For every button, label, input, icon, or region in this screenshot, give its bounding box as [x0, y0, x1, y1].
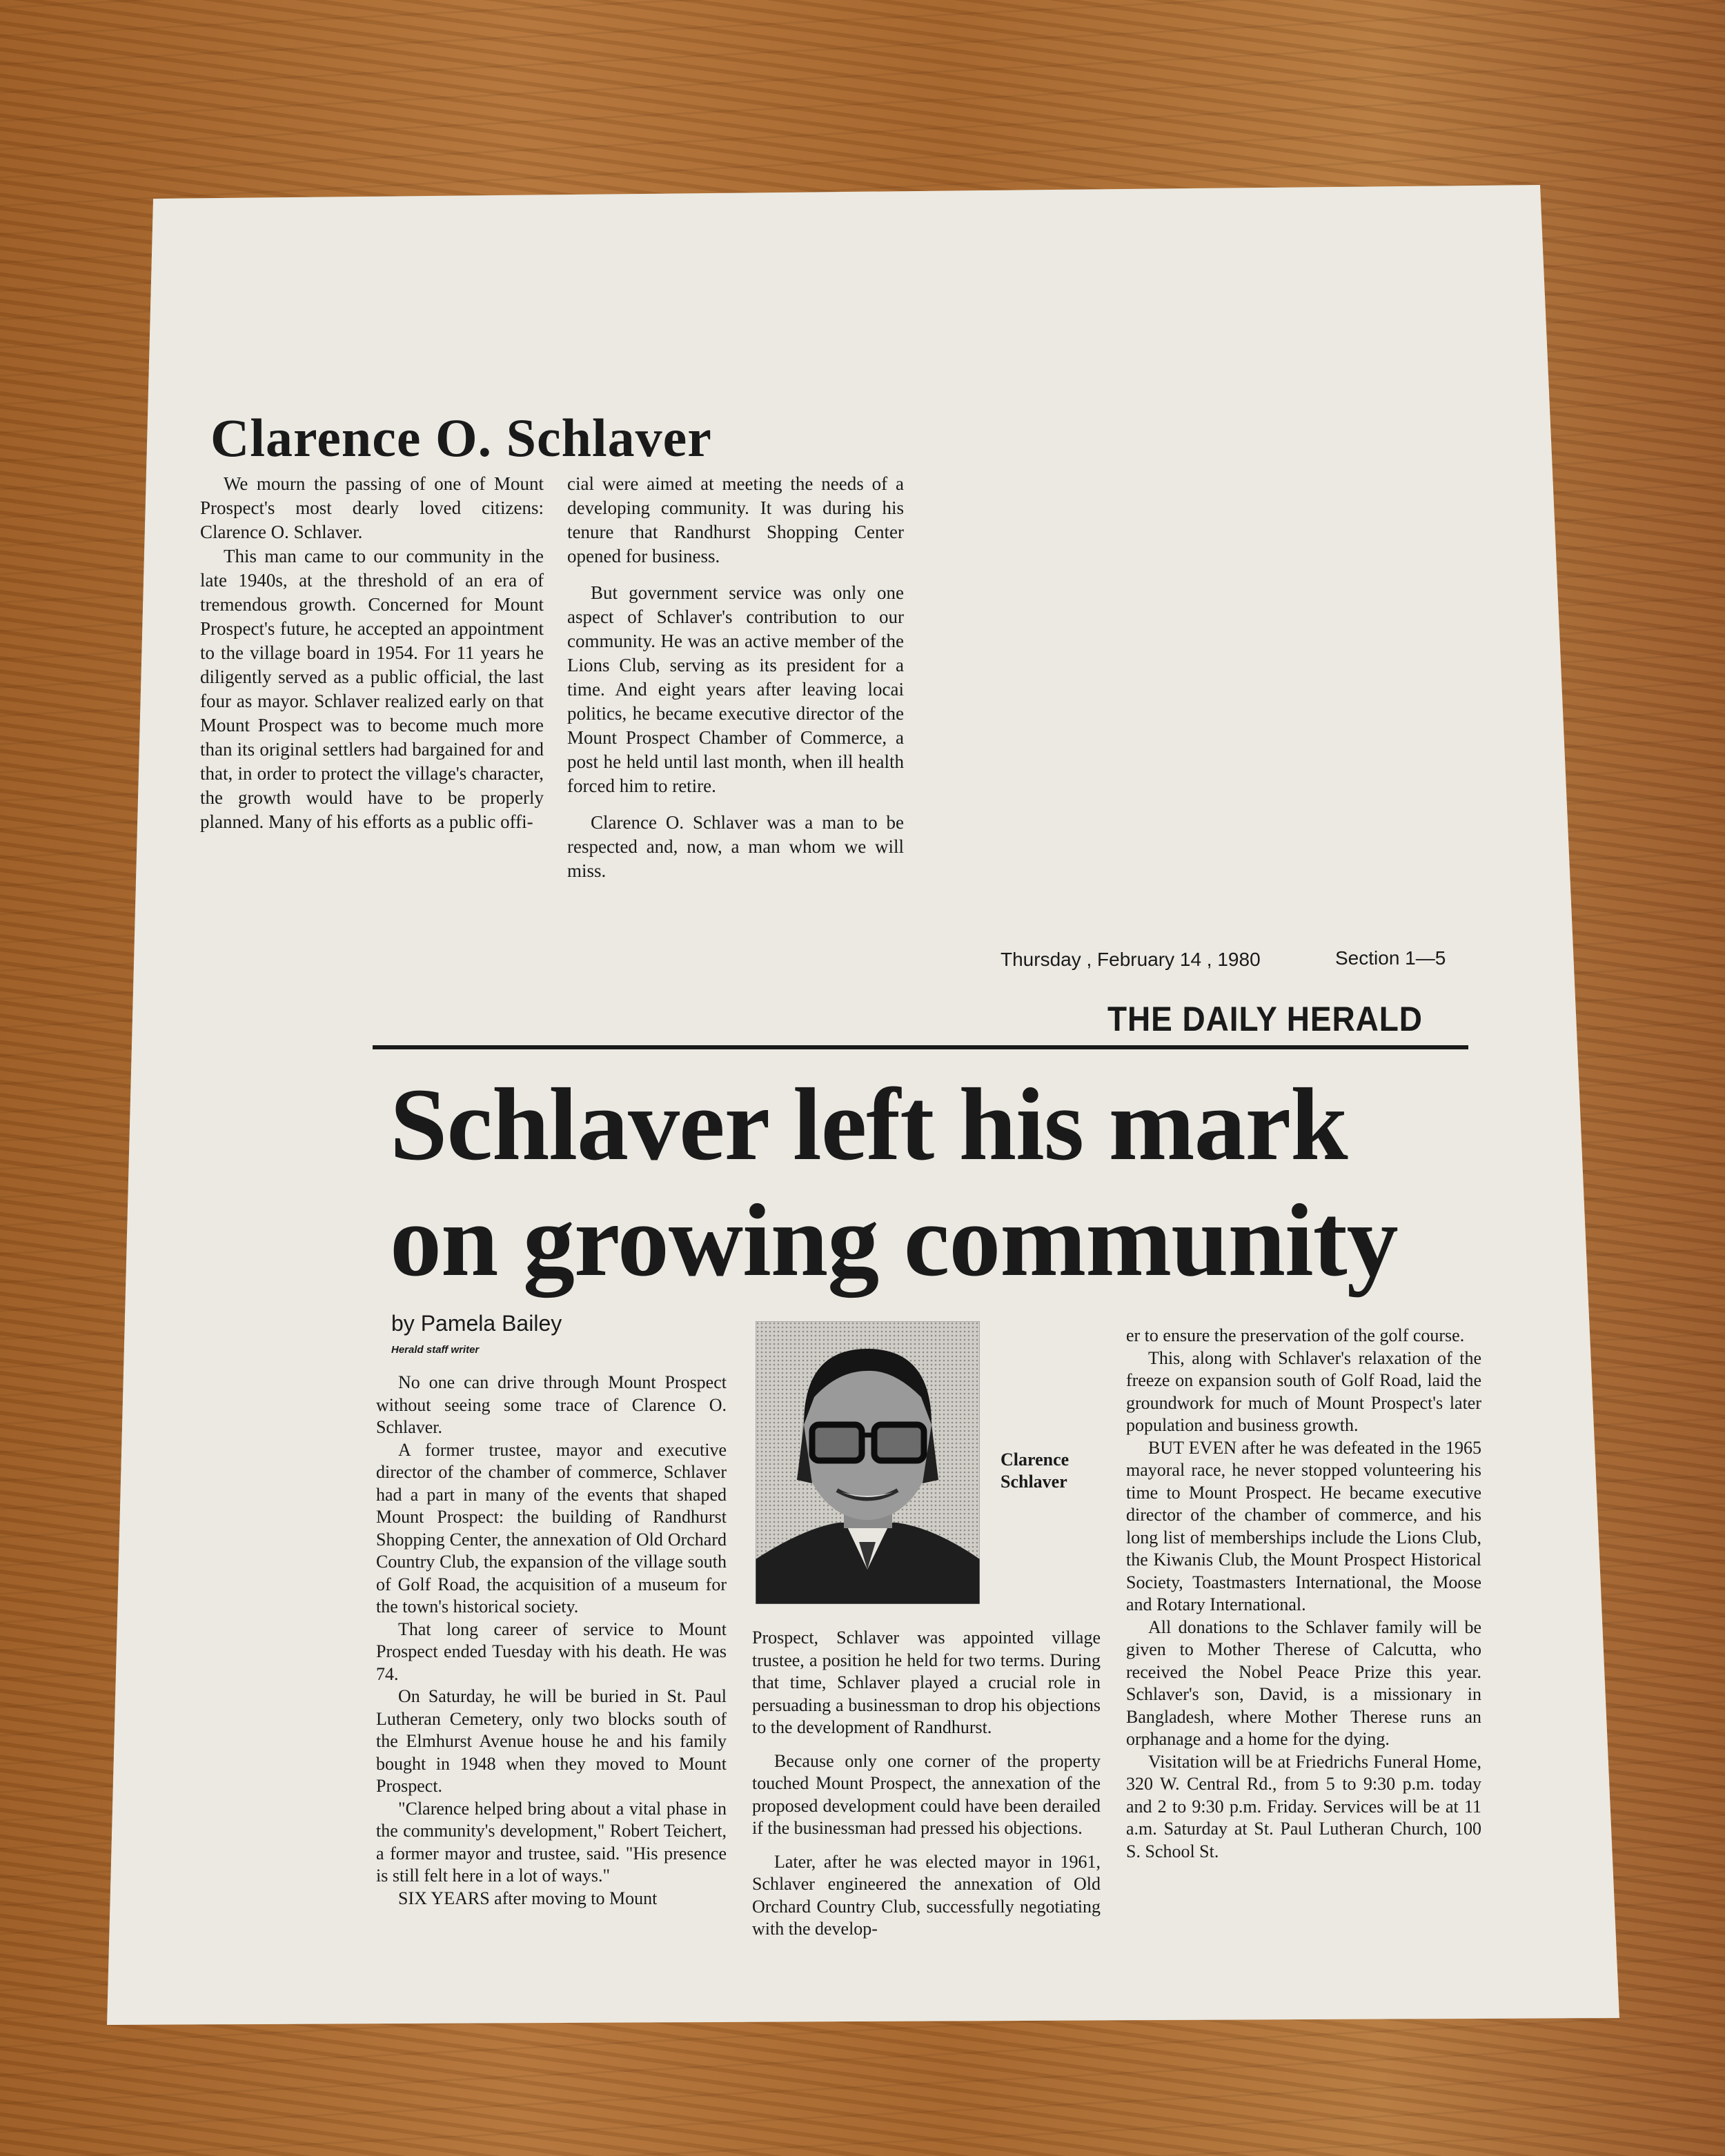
section-page: Section 1—5 — [1335, 947, 1446, 969]
article-paragraph: SIX YEARS after moving to Mount — [398, 1888, 658, 1908]
editorial-column-1 — [200, 472, 544, 969]
editorial-paragraph: But government service was only one aspect of Schlaver's contribution to our community. He was an active member of the Lions Club, serving as its president for a time. And eight years after leaving locai politics, he became executive director of the Mount Prospect Chamber of Commerce, a post he held until last month, when ill health forced him to retire. — [567, 582, 904, 796]
editorial-headline: Clarence O. Schlaver — [210, 408, 712, 468]
portrait-photo — [756, 1321, 980, 1604]
photo-caption — [1000, 1449, 1069, 1493]
photo-caption-line: Schlaver — [1000, 1472, 1067, 1492]
article-paragraph: Because only one corner of the property touched Mount Prospect, the annexation of the proposed development could have been derailed if the businessman had pressed his objections. — [752, 1750, 1101, 1838]
article-paragraph: No one can drive through Mount Prospect without seeing some trace of Clarence O. Schlaver. — [376, 1372, 727, 1437]
editorial-paragraph: We mourn the passing of one of Mount Prospect's most dearly loved citizens: Clarence O. Schlaver. — [200, 473, 544, 542]
article-column-3 — [1126, 1325, 1481, 2004]
byline: by Pamela Bailey — [391, 1311, 562, 1336]
article-paragraph: Prospect, Schlaver was appointed village trustee, a position he held for two terms. During that time, Schlaver played a crucial role in persuading a businessman to drop his objections to the development of Randhurst. — [752, 1628, 1101, 1737]
article-paragraph: Visitation will be at Friedrichs Funeral Home, 320 W. Central Rd., from 5 to 9:30 p.m. today and 2 to 9:30 p.m. Friday. Services will be at 11 a.m. Saturday at St. Paul Lutheran Church, 100 S. School St. — [1126, 1751, 1481, 1861]
article-column-2 — [752, 1627, 1101, 1996]
photo-caption-line: Clarence — [1000, 1450, 1070, 1470]
article-paragraph: BUT EVEN after he was defeated in the 1965 mayoral race, he never stopped volunteering his time to Mount Prospect. He became executive director of the chamber of commerce, and his long list of memberships include the Lions Club, the Kiwanis Club, the Mount Prospect Historical Society, Toastmasters International, the Moose and Rotary International. — [1126, 1437, 1481, 1614]
article-headline-line-2: on growing community — [390, 1183, 1398, 1298]
article-column-1 — [376, 1372, 727, 1989]
article-paragraph: A former trustee, mayor and executive director of the chamber of commerce, Schlaver had a part in many of the events that shaped Mount Prospect: the building of Randhurst Shopping Center, the annexation of Old Orchard Country Club, the expansion of the village south of Golf Road, the acquisition of a museum for the town's historical society. — [376, 1439, 727, 1616]
masthead-rule — [373, 1045, 1468, 1049]
editorial-paragraph: This man came to our community in the late 1940s, at the threshold of an era of tremendous growth. Concerned for Mount Prospect's future, he accepted an appointment to the village board in 1954. For 11 years he diligently served as a public official, the last four as mayor. Schlaver realized early on that Mount Prospect was to become much more than its original settlers had bargained for and that, in order to protect the village's character, the growth would have to be properly planned. Many of his efforts as a public offi- — [200, 546, 544, 832]
article-paragraph: Later, after he was elected mayor in 1961, Schlaver engineered the annexation of Old Orchard Country Club, successfully negotiating with the develop- — [752, 1851, 1101, 1939]
publication-date: Thursday , February 14 , 1980 — [1000, 949, 1261, 970]
editorial-paragraph: Clarence O. Schlaver was a man to be respected and, now, a man whom we will miss. — [567, 812, 904, 881]
editorial-paragraph: cial were aimed at meeting the needs of a developing community. It was during his tenure that Randhurst Shopping Center opened for business. — [567, 473, 904, 566]
article-paragraph: On Saturday, he will be buried in St. Paul Lutheran Cemetery, only two blocks south of the Elmhurst Avenue house he and his family bought in 1948 when they moved to Mount Prospect. — [376, 1686, 727, 1796]
article-paragraph: er to ensure the preservation of the golf course. — [1126, 1325, 1465, 1345]
editorial-column-2 — [567, 472, 904, 976]
article-paragraph: All donations to the Schlaver family will be given to Mother Therese of Calcutta, who received the Nobel Peace Prize this year. Schlaver's son, David, is a missionary in Bangladesh, where Mother Therese runs an orphanage and a home for the dying. — [1126, 1616, 1481, 1749]
byline-role: Herald staff writer — [391, 1344, 480, 1356]
article-paragraph: That long career of service to Mount Prospect ended Tuesday with his death. He was 74. — [376, 1619, 727, 1684]
article-paragraph: "Clarence helped bring about a vital phase in the community's development," Robert Teichert, a former mayor and trustee, said. "His presence is still felt here in a lot of ways." — [376, 1798, 727, 1886]
masthead-logo: THE DAILY HERALD — [1107, 1000, 1423, 1038]
article-paragraph: This, along with Schlaver's relaxation of the freeze on expansion south of Golf Road, laid the groundwork for much of Mount Prospect's later population and business growth. — [1126, 1347, 1481, 1435]
article-headline-line-1: Schlaver left his mark — [390, 1067, 1348, 1182]
